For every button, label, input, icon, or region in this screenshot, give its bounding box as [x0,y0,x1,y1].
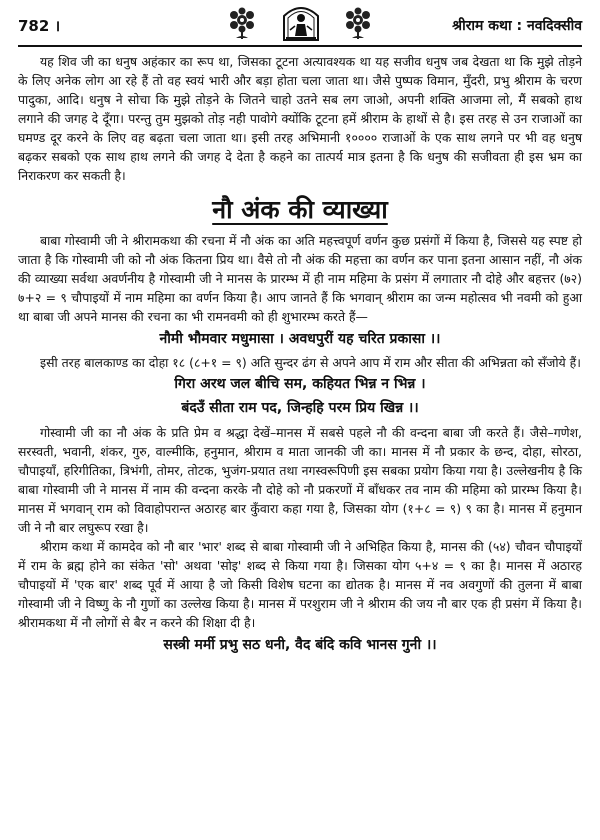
flower-ornament-icon [222,4,262,40]
paragraph-nine-occurrences: श्रीराम कथा में कामदेव को नौ बार 'भार' शब्द से बाबा गोस्वामी जी ने अभिहित किया है, मानस की (५४) चौवन चौपाइयों में राम के ब्रह्म होने का संकेत 'सो' अथवा 'सोइ' शब्द से किया गया है। जिसका योग ५+४ = ९ का है। मानस में अठारह चौपाइयों में 'एक बार' शब्द पूर्व में आया है जो किसी विशेष घटना का द्योतक है। मानस में नव अवगुणों की तुलना में बाबा गोस्वामी जी ने विष्णु के नौ गुणों का उल्लेख किया है। मानस में परशुराम जी ने श्रीराम की जय नौ बार एक ही प्रसंग में किया है। श्रीरामकथा में नौ लोगों से बैर न करने की शिक्षा दी है। [18,539,582,630]
section-heading: नौ अंक की व्याख्या [212,195,388,224]
verse-closing: सस्त्री मर्मी प्रभु सठ धनी, वैद बंदि कवि भानस गुनी ।। [163,637,437,653]
page-header [0,0,600,46]
flower-ornament-icon [338,4,378,40]
page-body [18,52,582,659]
paragraph-doha-18: इसी तरह बालकाण्ड का दोहा १८ (८+१ = ९) अति सुन्दर ढंग से अपने आप में राम और सीता की अभिन्नता को सँजोये हैं। [40,355,581,370]
deity-emblem-icon [280,2,322,42]
verse-doha-line-1: गिरा अरथ जल बीचि सम, कहियत भिन्न न भिन्न । [174,376,426,392]
header-divider [18,45,582,47]
verse-doha-line-2: बंदउँ सीता राम पद, जिन्हहि परम प्रिय खिन्न ।। [181,400,419,416]
paragraph-dhanush: यह शिव जी का धनुष अहंकार का रूप था, जिसका टूटना अत्यावश्यक था यह सजीव धनुष जब देखता था कि मुझे तोड़ने के लिए अनेक लोग आ रहे हैं तो वह स्वयं भारी और बड़ा होता चला जाता था। जैसे पुष्पक विमान, मुँदरी, प्रभु श्रीराम के चरण पादुका, आदि। धनुष ने सोचा कि मुझे तोड़ने के जितने चाहो उतने सब लग जाओ, अपनी शक्ति आजमा लो, मैं सबको हाथ लगाने की जगह दे दूँगा। परन्तु तुम मुझको तोड़ नही पावोगे क्योंकि टूटना हमें श्रीराम के हाथों से है। इस तरह से उन राजाओं का घमण्ड दूर करने के लिए वह बढ़ता चला जाता था। इसी तरह अभिमानी १०००० राजाओं के एक साथ लगने पर भी वह धनुष बढ़कर सबको एक साथ हाथ लगने की जगह दे देता है कहने का तात्पर्य मात्र इतना है कि धनुष की सजीवता ही इस भ्रम का निराकरण कर सकती है। [18,54,582,183]
running-title: श्रीराम कथा : नवदिक्सीव [452,18,582,34]
verse-doha [18,372,582,420]
paragraph-nine-devotion: गोस्वामी जी का नौ अंक के प्रति प्रेम व श्रद्धा देखें–मानस में सबसे पहले नौ की वन्दना बाबा जी करते हैं। जैसे–गणेश, सरस्वती, भवानी, शंकर, गुरु, वाल्मीकि, हनुमान, श्रीराम व माता जानकी जी का। मानस में नौ प्रकार के छन्द, दोहा, सोरठा, चौपाइयाँ, हरिगीतिका, त्रिभंगी, तोमर, तोटक, भुजंग-प्रयात तथा नगस्वरूपिणी इस सबका प्रयोग किया गया है। उल्लेखनीय है कि बाबा गोस्वामी जी ने मानस में नाम की वन्दना करके नौ दोहे को नौ प्रकरणों में बाँधकर तव नाम की महिमा को प्रारम्भ किया है। मानस में भगवान् राम को विवाहोपरान्त अठारह बार कुँवारा कहा गया है, जिसका योग (१+८ = ९) ९ का है। मानस में हनुमान जी ने नौ बार लघुरूप रखा है। [18,425,582,535]
paragraph-nine-intro: बाबा गोस्वामी जी ने श्रीरामकथा की रचना में नौ अंक का अति महत्त्वपूर्ण वर्णन कुछ प्रसंगों में किया है, जिससे यह स्पष्ट हो जाता है कि गोस्वामी जी को नौ अंक कितना प्रिय था। वैसे तो नौ अंक की महत्ता का वर्णन कर पाना इतना आसान नहीं, नौ अंक की व्याख्या सर्वथा अवर्णनीय है गोस्वामी जी ने मानस के प्रारम्भ में ही नाम महिमा के प्रसंग में लगातार नौ दोहे और बहत्तर (७२) ७+२ = ९ चौपाइयों में नाम महिमा का वर्णन किया है। आप जानते हैं कि भगवान् श्रीराम का जन्म महोत्सव भी नवमी को हुआ था बाबा जी अपने मानस की रचना का भी रामनवमी को ही शुभारम्भ करते हैं— [18,233,583,324]
verse-chaupai: नौमी भौमवार मधुमासा । अवधपुरीं यह चरित प्रकासा ।। [159,331,441,347]
page-number: 782 । [18,17,61,35]
